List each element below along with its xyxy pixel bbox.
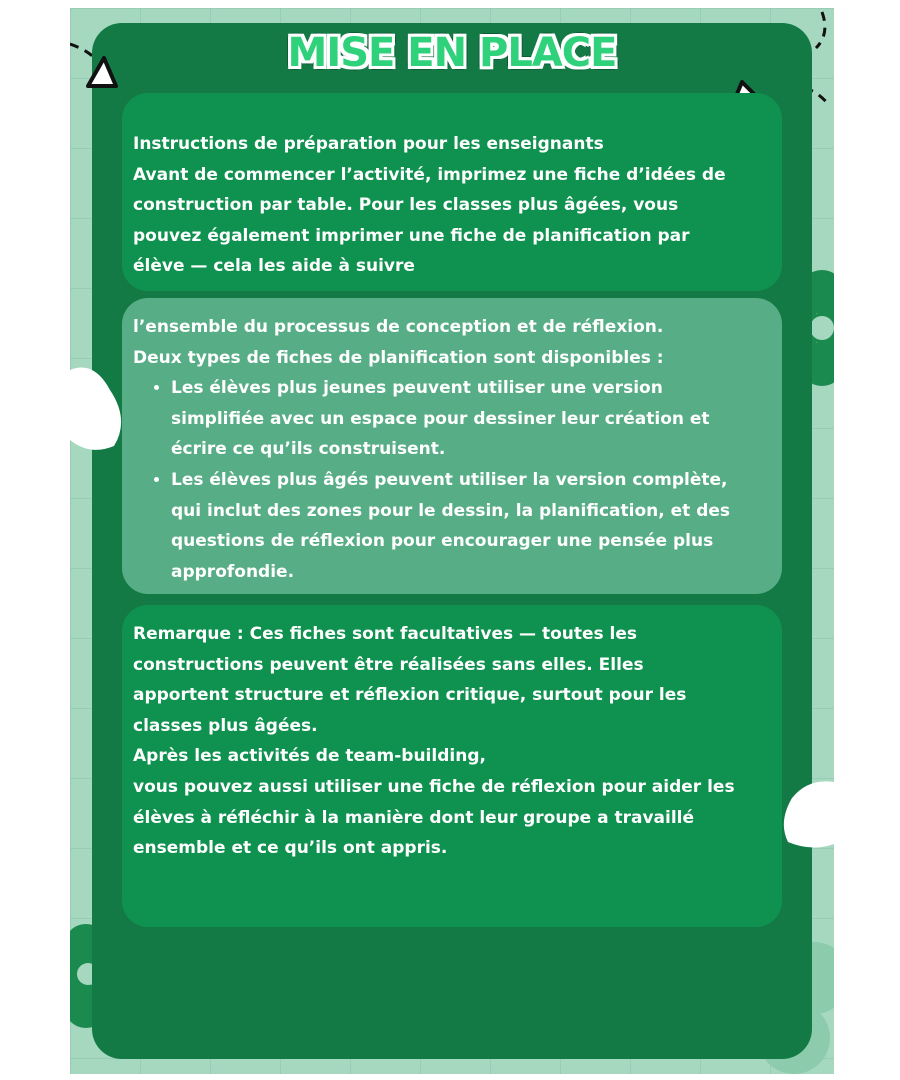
card-planning-sheets bbox=[122, 298, 782, 594]
white-blob-left-decoration bbox=[70, 360, 126, 456]
card1-line: pouvez également imprimer une fiche de planification par bbox=[133, 225, 690, 246]
list-item: • Les élèves plus jeunes peuvent utiliser une version simplifiée avec un espace pour dessiner leur création et écrire ce qu’ils construisent. bbox=[171, 373, 758, 465]
card3-line: ensemble et ce qu’ils ont appris. bbox=[133, 838, 448, 859]
card1-line: construction par table. Pour les classes plus âgées, vous bbox=[133, 195, 679, 216]
page-title: MISE EN PLACE bbox=[287, 30, 617, 76]
card3-line: vous pouvez aussi utiliser une fiche de réflexion pour aider les bbox=[133, 776, 735, 797]
card1-line: Avant de commencer l’activité, imprimez une fiche d’idées de bbox=[133, 164, 726, 185]
card-remark bbox=[122, 605, 782, 927]
card-preparation-instructions bbox=[122, 93, 782, 291]
card3-line: classes plus âgées. bbox=[133, 715, 318, 736]
card1-line: Instructions de préparation pour les enseignants bbox=[133, 134, 604, 154]
card2-line: Deux types de fiches de planification sont disponibles : bbox=[133, 347, 664, 368]
card3-line: élèves à réfléchir à la manière dont leur groupe a travaillé bbox=[133, 807, 695, 828]
planning-sheet-list bbox=[133, 373, 758, 587]
card3-line: apportent structure et réflexion critique, surtout pour les bbox=[133, 685, 687, 706]
card1-line: élève — cela les aide à suivre bbox=[133, 256, 415, 277]
card3-line: constructions peuvent être réalisées sans elles. Elles bbox=[133, 654, 644, 675]
list-item: • Les élèves plus âgés peuvent utiliser la version complète, qui inclut des zones pour le dessin, la planification, et des questions de réflexion pour encourager une pensée plus approfondie. bbox=[171, 465, 758, 587]
card2-line: l’ensemble du processus de conception et de réflexion. bbox=[133, 317, 664, 337]
card3-line: Remarque : Ces fiches sont facultatives — toutes les bbox=[133, 624, 638, 644]
white-blob-right-decoration bbox=[778, 778, 834, 850]
card3-line: Après les activités de team-building, bbox=[133, 746, 486, 767]
